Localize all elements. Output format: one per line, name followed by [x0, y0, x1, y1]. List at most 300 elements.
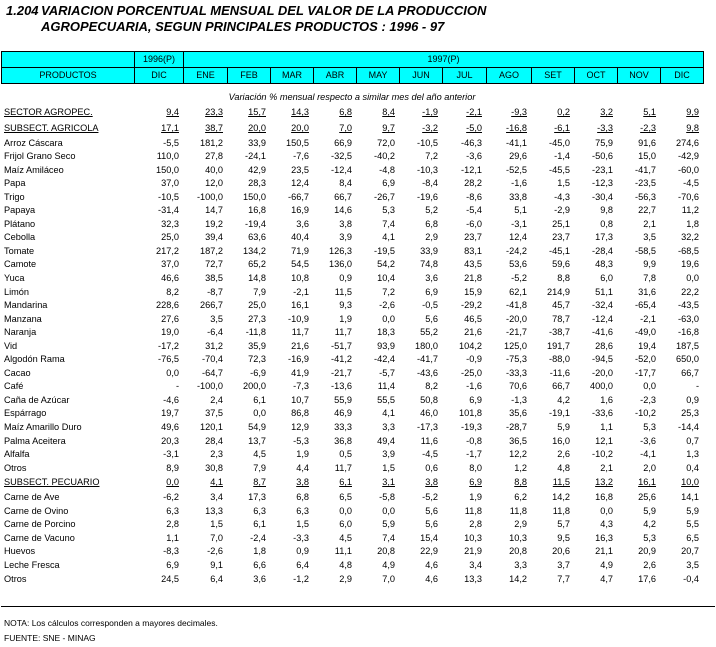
row-value: 14,1 — [681, 492, 699, 503]
row-label: Carne de Porcino — [4, 519, 76, 530]
row-label: Manzana — [4, 313, 42, 324]
row-value: 0,8 — [600, 218, 613, 229]
row-value: 55,2 — [420, 327, 438, 338]
row-value: 4,2 — [643, 519, 656, 530]
row-value: 66,7 — [334, 191, 352, 202]
table-row — [1, 272, 703, 286]
row-value: 7,4 — [382, 218, 395, 229]
row-value: 0,0 — [686, 273, 699, 284]
row-value: 33,3 — [334, 422, 352, 433]
row-value: 25,1 — [552, 218, 570, 229]
row-label: Arroz Cáscara — [4, 137, 63, 148]
row-label: Carne de Vacuno — [4, 532, 75, 543]
row-value: 5,6 — [425, 519, 438, 530]
row-value: 83,1 — [464, 245, 482, 256]
row-value: 1,1 — [600, 422, 613, 433]
row-value: 3,6 — [253, 573, 266, 584]
table-row — [1, 545, 703, 559]
row-value: 28,6 — [595, 340, 613, 351]
row-value: -0,9 — [466, 354, 482, 365]
row-value: 10,3 — [509, 532, 527, 543]
row-value: -12,4 — [331, 164, 352, 175]
row-value: 32,3 — [161, 218, 179, 229]
row-value: - — [695, 381, 699, 392]
row-value: -1,6 — [466, 381, 482, 392]
row-value: 17,1 — [161, 122, 179, 133]
row-value: 1,9 — [339, 313, 352, 324]
row-value: -32,5 — [331, 151, 352, 162]
row-value: -13,6 — [331, 381, 352, 392]
row-value: -3,6 — [466, 151, 482, 162]
row-value: 150,0 — [243, 191, 266, 202]
row-value: 15,7 — [248, 106, 266, 117]
row-value: 86,8 — [291, 408, 309, 419]
row-value: 3,3 — [514, 559, 527, 570]
table-row — [1, 532, 703, 546]
row-value: 2,9 — [425, 232, 438, 243]
row-value: 650,0 — [676, 354, 699, 365]
row-value: -52,0 — [635, 354, 656, 365]
row-value: 11,7 — [291, 327, 309, 338]
row-value: 43,5 — [464, 259, 482, 270]
row-value: -2,6 — [207, 546, 223, 557]
row-value: -0,8 — [466, 435, 482, 446]
row-value: 10,7 — [291, 394, 309, 405]
row-value: 3,2 — [600, 106, 613, 117]
row-value: 16,1 — [291, 300, 309, 311]
row-value: -5,0 — [466, 122, 482, 133]
row-value: -21,7 — [331, 367, 352, 378]
row-value: 6,9 — [382, 178, 395, 189]
row-value: 11,5 — [552, 477, 570, 488]
row-value: 14,7 — [205, 205, 223, 216]
row-value: 39,4 — [205, 232, 223, 243]
row-value: 33,9 — [248, 137, 266, 148]
row-value: 20,8 — [509, 546, 527, 557]
row-label: Algodón Rama — [4, 354, 65, 365]
row-value: 6,1 — [339, 477, 352, 488]
row-value: 4,4 — [296, 462, 309, 473]
row-value: -10,5 — [417, 137, 438, 148]
row-value: -3,1 — [511, 218, 527, 229]
row-value: -5,7 — [379, 367, 395, 378]
row-value: 13,7 — [248, 435, 266, 446]
row-value: 11,1 — [334, 546, 352, 557]
row-value: 48,3 — [595, 259, 613, 270]
row-value: 72,3 — [248, 354, 266, 365]
table-row — [1, 326, 703, 340]
row-value: -29,2 — [461, 300, 482, 311]
row-value: 0,4 — [686, 462, 699, 473]
row-value: 1,2 — [514, 462, 527, 473]
row-value: 19,2 — [205, 218, 223, 229]
row-value: -3,2 — [422, 122, 438, 133]
row-value: -76,5 — [158, 354, 179, 365]
row-value: 4,7 — [600, 573, 613, 584]
row-value: -8,3 — [163, 546, 179, 557]
row-value: 6,4 — [296, 559, 309, 570]
row-label: Cacao — [4, 367, 31, 378]
footer-source: FUENTE: SNE - MINAG — [4, 633, 96, 643]
row-value: -17,3 — [417, 422, 438, 433]
row-value: 15,4 — [420, 532, 438, 543]
table-row — [1, 518, 703, 532]
row-value: -31,4 — [158, 205, 179, 216]
header-month-6: JUN — [400, 68, 443, 84]
table-row — [1, 448, 703, 462]
row-value: 0,0 — [600, 505, 613, 516]
row-value: -5,5 — [163, 137, 179, 148]
row-value: 6,1 — [253, 519, 266, 530]
table-row — [1, 573, 703, 587]
row-value: 1,5 — [296, 519, 309, 530]
row-value: -7,6 — [293, 151, 309, 162]
row-value: -9,3 — [511, 106, 527, 117]
row-value: 187,5 — [676, 340, 699, 351]
row-value: 62,1 — [509, 286, 527, 297]
header-month-9: SET — [532, 68, 575, 84]
row-value: 4,6 — [425, 573, 438, 584]
row-value: 0,0 — [166, 367, 179, 378]
row-value: 6,9 — [425, 286, 438, 297]
row-value: 42,9 — [248, 164, 266, 175]
row-value: 9,8 — [600, 205, 613, 216]
row-value: 1,5 — [210, 519, 223, 530]
row-value: 6,0 — [339, 519, 352, 530]
row-label: Caña de Azúcar — [4, 394, 70, 405]
row-value: -28,7 — [506, 422, 527, 433]
row-value: 5,6 — [425, 313, 438, 324]
row-value: 2,1 — [600, 462, 613, 473]
row-label: Alfalfa — [4, 449, 30, 460]
row-value: 14,2 — [552, 492, 570, 503]
row-value: 17,6 — [638, 573, 656, 584]
row-value: 5,6 — [425, 505, 438, 516]
row-value: -2,1 — [640, 313, 656, 324]
row-value: -4,8 — [379, 164, 395, 175]
footer-note: NOTA: Los cálculos corresponden a mayores decimales. — [4, 618, 218, 628]
row-value: 35,9 — [248, 340, 266, 351]
row-value: -24,1 — [245, 151, 266, 162]
row-value: 4,5 — [253, 449, 266, 460]
row-value: 5,9 — [382, 519, 395, 530]
row-value: 400,0 — [590, 381, 613, 392]
row-value: 93,9 — [377, 340, 395, 351]
row-value: 31,2 — [205, 340, 223, 351]
row-value: 3,8 — [425, 477, 438, 488]
row-value: 0,5 — [339, 449, 352, 460]
row-value: -88,0 — [549, 354, 570, 365]
row-value: 2,3 — [210, 449, 223, 460]
row-value: -38,7 — [549, 327, 570, 338]
row-value: 10,8 — [291, 273, 309, 284]
row-value: 3,4 — [469, 559, 482, 570]
table-row — [1, 299, 703, 313]
row-value: 2,9 — [514, 519, 527, 530]
row-value: -58,5 — [635, 245, 656, 256]
row-value: 20,0 — [248, 122, 266, 133]
table-row — [1, 191, 703, 205]
row-value: 0,6 — [425, 462, 438, 473]
row-label: Mandarina — [4, 300, 48, 311]
row-value: 2,9 — [339, 573, 352, 584]
row-value: -23,1 — [592, 164, 613, 175]
row-label: SUBSECT. AGRICOLA — [4, 122, 99, 133]
row-label: Carne de Ovino — [4, 505, 69, 516]
row-value: -3,3 — [597, 122, 613, 133]
row-value: 25,6 — [638, 492, 656, 503]
row-value: 4,1 — [382, 232, 395, 243]
row-value: 38,7 — [205, 122, 223, 133]
table-row — [1, 313, 703, 327]
row-value: 217,2 — [156, 245, 179, 256]
row-value: 1,8 — [253, 546, 266, 557]
table-row — [1, 177, 703, 191]
row-value: 7,9 — [253, 286, 266, 297]
table-row — [1, 231, 703, 245]
row-value: 1,9 — [296, 449, 309, 460]
row-value: 0,9 — [686, 394, 699, 405]
row-value: 46,5 — [464, 313, 482, 324]
row-value: 51,1 — [595, 286, 613, 297]
row-value: 181,2 — [200, 137, 223, 148]
row-value: 19,4 — [638, 340, 656, 351]
row-value: 7,2 — [382, 286, 395, 297]
row-value: 7,0 — [339, 122, 352, 133]
row-value: 91,6 — [638, 137, 656, 148]
row-value: -6,4 — [207, 327, 223, 338]
row-label: Carne de Ave — [4, 492, 60, 503]
row-value: -10,2 — [592, 449, 613, 460]
header-month-8: AGO — [487, 68, 532, 84]
row-value: -1,3 — [511, 394, 527, 405]
table-row — [1, 475, 703, 491]
row-value: 9,1 — [210, 559, 223, 570]
row-value: 78,7 — [552, 313, 570, 324]
row-label: Papaya — [4, 205, 36, 216]
row-value: 75,9 — [595, 137, 613, 148]
row-value: 25,0 — [248, 300, 266, 311]
row-value: -4,6 — [163, 394, 179, 405]
row-value: 4,6 — [425, 559, 438, 570]
row-value: -41,8 — [506, 300, 527, 311]
row-value: -66,7 — [288, 191, 309, 202]
data-table — [1, 91, 703, 586]
row-value: 28,4 — [205, 435, 223, 446]
row-value: 55,5 — [377, 394, 395, 405]
row-value: 7,4 — [382, 532, 395, 543]
row-label: SECTOR AGROPEC. — [4, 106, 93, 117]
row-value: 4,8 — [557, 462, 570, 473]
row-value: -16,8 — [506, 122, 527, 133]
header-year-1997: 1997(P) — [184, 52, 704, 68]
row-value: -5,2 — [511, 273, 527, 284]
row-value: 0,0 — [382, 505, 395, 516]
row-value: -4,3 — [554, 191, 570, 202]
row-value: -6,1 — [554, 122, 570, 133]
table-row — [1, 491, 703, 505]
row-value: 2,6 — [643, 559, 656, 570]
table-row — [1, 105, 703, 121]
row-value: 2,6 — [557, 449, 570, 460]
header-month-3: MAR — [271, 68, 314, 84]
row-value: -45,0 — [549, 137, 570, 148]
row-value: 3,1 — [382, 477, 395, 488]
row-value: -2,1 — [293, 286, 309, 297]
row-value: 104,2 — [459, 340, 482, 351]
row-value: 37,0 — [161, 178, 179, 189]
row-value: 16,8 — [248, 205, 266, 216]
table-row — [1, 204, 703, 218]
row-value: -60,0 — [678, 164, 699, 175]
row-value: -6,0 — [466, 218, 482, 229]
row-value: -10,3 — [417, 164, 438, 175]
row-value: 3,9 — [382, 449, 395, 460]
row-value: 12,1 — [595, 435, 613, 446]
row-value: -68,5 — [678, 245, 699, 256]
row-value: -0,5 — [422, 300, 438, 311]
row-value: -23,5 — [635, 178, 656, 189]
row-value: 8,4 — [339, 178, 352, 189]
row-value: -33,6 — [592, 408, 613, 419]
row-value: 2,4 — [210, 394, 223, 405]
table-row — [1, 245, 703, 259]
row-label: Cebolla — [4, 232, 36, 243]
row-value: 10,4 — [377, 273, 395, 284]
row-value: 1,5 — [382, 462, 395, 473]
row-value: -43,5 — [678, 300, 699, 311]
header-month-2: FEB — [228, 68, 271, 84]
row-value: 12,4 — [291, 178, 309, 189]
row-value: 11,6 — [420, 435, 438, 446]
row-value: 65,2 — [248, 259, 266, 270]
row-value: -40,2 — [374, 151, 395, 162]
row-value: -32,4 — [592, 300, 613, 311]
row-value: 5,5 — [686, 519, 699, 530]
row-value: 0,0 — [253, 408, 266, 419]
table-row — [1, 150, 703, 164]
row-value: 3,6 — [425, 273, 438, 284]
table-row — [1, 505, 703, 519]
row-value: 6,3 — [166, 505, 179, 516]
row-value: 0,9 — [339, 273, 352, 284]
row-value: 274,6 — [676, 137, 699, 148]
row-value: 71,9 — [291, 245, 309, 256]
row-value: 22,2 — [681, 286, 699, 297]
table-row — [1, 394, 703, 408]
table-row — [1, 121, 703, 137]
row-label: Maíz Amiláceo — [4, 164, 64, 175]
footer-divider — [1, 606, 715, 607]
header-year-1996: 1996(P) — [135, 52, 184, 68]
row-value: 14,2 — [509, 573, 527, 584]
row-value: -8,4 — [422, 178, 438, 189]
row-value: -41,7 — [635, 164, 656, 175]
row-value: 6,4 — [210, 573, 223, 584]
row-value: 46,9 — [334, 408, 352, 419]
row-value: -0,4 — [683, 573, 699, 584]
row-value: 266,7 — [200, 300, 223, 311]
row-value: 25,3 — [681, 408, 699, 419]
row-value: -2,9 — [554, 205, 570, 216]
row-value: 3,5 — [686, 559, 699, 570]
row-value: 53,6 — [509, 259, 527, 270]
table-row — [1, 137, 703, 151]
row-value: 4,1 — [382, 408, 395, 419]
row-value: 13,2 — [595, 477, 613, 488]
row-value: 4,9 — [382, 559, 395, 570]
row-value: -14,4 — [678, 422, 699, 433]
row-value: 12,2 — [509, 449, 527, 460]
row-value: 16,3 — [595, 532, 613, 543]
row-value: -12,1 — [461, 164, 482, 175]
row-value: 35,6 — [509, 408, 527, 419]
row-value: -42,4 — [374, 354, 395, 365]
row-value: 37,0 — [161, 259, 179, 270]
row-value: 49,4 — [377, 435, 395, 446]
row-value: 7,9 — [253, 462, 266, 473]
row-value: 74,8 — [420, 259, 438, 270]
row-value: 4,3 — [600, 519, 613, 530]
row-value: 7,0 — [382, 573, 395, 584]
row-label: Leche Fresca — [4, 559, 60, 570]
row-value: 55,9 — [334, 394, 352, 405]
row-label: Trigo — [4, 191, 25, 202]
row-value: 38,5 — [205, 273, 223, 284]
row-value: 27,6 — [161, 313, 179, 324]
header-month-4: ABR — [314, 68, 357, 84]
row-value: 6,5 — [339, 492, 352, 503]
table-row — [1, 367, 703, 381]
row-value: 10,3 — [464, 532, 482, 543]
row-value: 8,7 — [253, 477, 266, 488]
row-value: -3,3 — [293, 532, 309, 543]
row-value: -17,7 — [635, 367, 656, 378]
row-value: 36,5 — [509, 435, 527, 446]
row-value: 66,7 — [681, 367, 699, 378]
row-value: -12,4 — [592, 313, 613, 324]
row-label: Frijol Grano Seco — [4, 151, 76, 162]
row-value: -4,5 — [683, 178, 699, 189]
row-value: 1,3 — [686, 449, 699, 460]
row-value: 6,2 — [514, 492, 527, 503]
row-value: 13,3 — [205, 505, 223, 516]
row-value: 36,8 — [334, 435, 352, 446]
row-value: 27,3 — [248, 313, 266, 324]
row-label: Palma Aceitera — [4, 435, 66, 446]
row-value: -41,6 — [592, 327, 613, 338]
row-label: Papa — [4, 178, 26, 189]
row-value: 21,8 — [464, 273, 482, 284]
row-value: -20,0 — [592, 367, 613, 378]
row-value: -12,3 — [592, 178, 613, 189]
row-value: -63,0 — [678, 313, 699, 324]
row-value: 5,2 — [425, 205, 438, 216]
row-value: 22,7 — [638, 205, 656, 216]
row-label: Otros — [4, 462, 27, 473]
row-value: 15,0 — [638, 151, 656, 162]
row-value: 5,7 — [557, 519, 570, 530]
row-value: 16,0 — [552, 435, 570, 446]
row-value: 6,8 — [425, 218, 438, 229]
row-label: Espárrago — [4, 408, 47, 419]
row-value: -11,8 — [245, 327, 266, 338]
row-value: 72,0 — [377, 137, 395, 148]
row-value: 15,9 — [464, 286, 482, 297]
row-value: 180,0 — [415, 340, 438, 351]
row-value: 6,6 — [253, 559, 266, 570]
row-value: 0,0 — [643, 381, 656, 392]
